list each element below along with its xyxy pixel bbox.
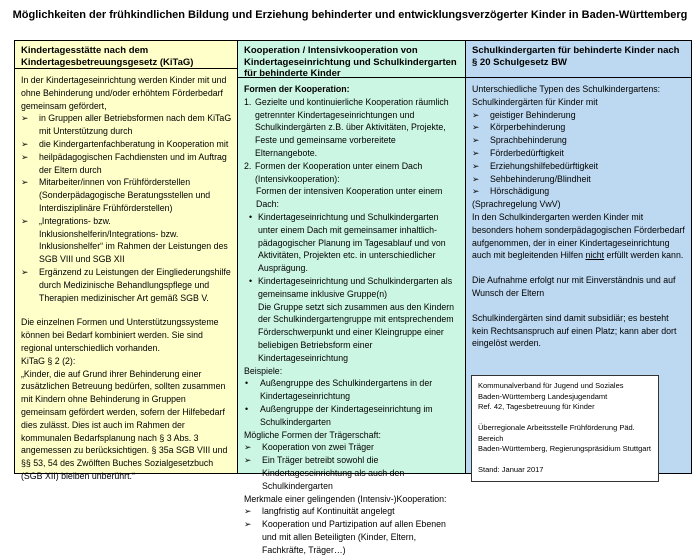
text-block	[472, 121, 686, 134]
arrow-bullet-icon: ➢	[472, 109, 480, 120]
arrow-bullet-icon: ➢	[21, 177, 29, 188]
text-block	[21, 266, 232, 304]
text-block	[244, 275, 460, 301]
text-block: Schulkindergärten sind damit subsidiär; es besteht kein Rechtsanspruch auf einen Platz; kann aber dort eingelöst werden.	[472, 312, 677, 349]
column-kitag-header: Kindertagesstätte nach dem Kindertagesbetreuungsgesetz (KiTaG)	[15, 41, 237, 69]
text: heilpädagogischen Fachdiensten und im Auftrag der Eltern durch	[39, 151, 227, 175]
text-block: Beispiele:	[244, 365, 283, 376]
arrow-bullet-icon: ➢	[472, 186, 480, 197]
text: langfristig auf Kontinuität angelegt	[262, 506, 395, 517]
column-kooperation-header: Kooperation / Intensivkooperation von Kindertageseinrichtung und Schulkindergarten für behinderte Kinder	[238, 41, 465, 78]
column-kooperation-body	[238, 78, 465, 556]
text-block: Die einzelnen Formen und Unterstützungssysteme können bei Bedarf kombiniert werden. Sie sind regional unterschiedlich vorhanden.	[21, 317, 219, 353]
credits-text-line: Kommunalverband für Jugend und Soziales	[478, 381, 624, 390]
arrow-bullet-icon: ➢	[21, 151, 29, 162]
text-block	[244, 96, 460, 160]
text-block	[21, 176, 232, 214]
dot-bullet-icon: •	[245, 403, 249, 414]
text-block	[244, 211, 460, 275]
text: Ein Träger betreibt sowohl die Kindertageseinrichtung als auch den Schulkindergarten	[262, 455, 405, 491]
text-block	[472, 185, 686, 198]
text-block: Schulkindergärten für Kinder mit	[472, 96, 598, 107]
credits-text-line: Ref. 42, Tagesbetreuung für Kinder	[478, 402, 595, 411]
text-block: Unterschiedliche Typen des Schulkindergartens:	[472, 84, 661, 94]
arrow-bullet-icon: ➢	[472, 173, 480, 184]
arrow-bullet-icon: ➢	[472, 160, 480, 171]
page-title: Möglichkeiten der frühkindlichen Bildung und Erziehung behinderter und entwicklungsverzögerter Kinder in Baden-Württemberg	[12, 9, 688, 21]
text-block	[472, 147, 686, 160]
text: Mitarbeiter/innen von Frühförderstellen (Sonderpädagogische Beratungsstellen und Interdisziplinäre Frühförderstellen)	[39, 177, 211, 213]
blank-line	[478, 413, 652, 424]
arrow-bullet-icon: ➢	[21, 215, 29, 226]
column-schulkindergarten-header: Schulkindergarten für behinderte Kinder nach § 20 Schulgesetz BW	[466, 41, 691, 78]
text-block	[21, 112, 232, 138]
credits-text-line: Baden-Württemberg Landesjugendamt	[478, 391, 608, 401]
credits-box	[471, 375, 659, 482]
text: Kooperation und Partizipation auf allen Ebenen und mit allen Beteiligten (Kinder, Eltern, Fachkräfte, Träger…)	[262, 519, 446, 555]
text-block: In den Schulkindergarten werden Kinder mit besonders hohem sonderpädagogischen Förderbedarf aufgenommen, der in einer Kindertageseinrichtung auch mit begleitenden Hilfen nicht erfüllt werden kann.	[472, 211, 685, 261]
text-block	[21, 138, 232, 151]
arrow-bullet-icon: ➢	[244, 506, 252, 517]
text-block: KiTaG § 2 (2):	[21, 355, 76, 366]
credits-text-line: Stand: Januar 2017	[478, 465, 544, 474]
text: Kooperation von zwei Träger	[262, 442, 374, 453]
text-block	[472, 134, 686, 147]
arrow-bullet-icon: ➢	[244, 519, 252, 530]
text-block	[472, 160, 686, 173]
text: Sehbehinderung/Blindheit	[490, 173, 591, 184]
text: Außengruppe des Schulkindergartens in der Kindertageseinrichtung	[260, 378, 433, 402]
text: Erziehungshilfebedürftigkeit	[490, 160, 599, 171]
text: Förderbedürftigkeit	[490, 147, 564, 158]
arrow-bullet-icon: ➢	[244, 455, 252, 466]
text-block	[244, 377, 460, 403]
list-number: 2.	[244, 160, 252, 171]
text-block: In der Kindertageseinrichtung werden Kinder mit und ohne Behinderung und/oder erhöhtem Förderbedarf gemeinsam gefördert,	[21, 75, 227, 111]
text: Kindertageseinrichtung und Schulkindergarten unter einem Dach mit gemeinsamer inhaltlich-pädagogischer Planung im Tagesablauf und von Aktivitäten, Projekten etc. in unterschiedlicher Ausprägung.	[258, 211, 446, 274]
dot-bullet-icon: •	[249, 275, 253, 286]
arrow-bullet-icon: ➢	[472, 135, 480, 146]
blank-line	[21, 304, 232, 316]
text: Ergänzend zu Leistungen der Eingliederungshilfe durch Medizinische Behandlungspflege und Therapien medizinischer Art gemäß SGB V.	[39, 266, 231, 303]
list-number: 1.	[244, 96, 252, 107]
text-block: Die Aufnahme erfolgt nur mit Einverständnis und auf Wunsch der Eltern	[472, 275, 676, 298]
text: in Gruppen aller Betriebsformen nach dem KiTaG mit Unterstützung durch	[39, 113, 232, 137]
blank-line	[472, 262, 686, 274]
text: geistiger Behinderung	[490, 109, 576, 120]
text: Körperbehinderung	[490, 122, 566, 133]
text-block	[244, 505, 460, 518]
text-block: Die Gruppe setzt sich zusammen aus den Kindern der Schulkindergartengruppe mit entsprechendem Förderschwerpunkt und einer Kleingruppe einer beliebigen Betriebsform einer Kindertageseinrichtung	[258, 301, 455, 363]
text: Kindertageseinrichtung und Schulkindergarten als gemeinsame inklusive Gruppe(n)	[258, 275, 453, 299]
column-kitag	[14, 40, 238, 481]
arrow-bullet-icon: ➢	[472, 147, 480, 158]
column-schulkindergarten	[465, 40, 692, 474]
text-block	[472, 109, 686, 122]
text-block	[244, 441, 460, 454]
arrow-bullet-icon: ➢	[21, 266, 29, 277]
text-block: Formen der Kooperation:	[244, 84, 350, 94]
text: Gezielte und kontinuierliche Kooperation räumlich getrennter Kindertageseinrichtungen und Schulkindergärten z.B. über Aktivitäten, Projekte, Feste und gemeinsame vorbereitete Elternangebote.	[255, 96, 449, 158]
text: Formen der Kooperation unter einem Dach (Intensivkooperation):	[255, 160, 423, 184]
credits-text-line: Überregionale Arbeitsstelle Frühförderung Päd. Bereich	[478, 423, 635, 443]
credits-text-line: Baden-Württemberg, Regierungspräsidium Stuttgart	[478, 444, 651, 453]
text-block	[472, 173, 686, 186]
blank-line	[472, 300, 686, 312]
text-block	[244, 160, 460, 186]
blank-line	[478, 455, 652, 466]
arrow-bullet-icon: ➢	[21, 138, 29, 149]
text-block	[21, 151, 232, 177]
arrow-bullet-icon: ➢	[21, 113, 29, 124]
column-kitag-body	[15, 69, 237, 483]
dot-bullet-icon: •	[249, 211, 253, 222]
text-block: Formen der intensiven Kooperation unter einem Dach:	[256, 186, 443, 210]
text-block: „Kinder, die auf Grund ihrer Behinderung einer zusätzlichen Betreuung bedürfen, sollten zusammen mit Kindern ohne Behinderung in Gruppen gemeinsam gefördert werden, sofern der Hilfebedarf dies zulässt. Dies ist auch im Rahmen der kommunalen Bedarfsplanung nach § 3 Abs. 3 angemessen zu berücksichtigen. § 35a SGB VIII und §§ 53, 54 des Zwölften Buches Sozialgesetzbuch (SGB XII) bleiben unberührt.“	[21, 368, 228, 481]
arrow-bullet-icon: ➢	[244, 442, 252, 453]
text-block: Mögliche Formen der Trägerschaft:	[244, 429, 381, 440]
text: die Kindergartenfachberatung in Kooperation mit	[39, 138, 229, 149]
text-block	[21, 215, 232, 266]
column-schulkindergarten-body	[466, 78, 691, 473]
text: Hörschädigung	[490, 186, 550, 197]
text-block	[244, 454, 460, 492]
text: „Integrations- bzw. Inklusionshelferin/Integrations- bzw. Inklusionshelfer“ im Rahmen der Leistungen des SGB VIII und SGB XII	[39, 215, 228, 265]
column-kooperation	[237, 40, 466, 555]
text-block	[244, 518, 460, 556]
arrow-bullet-icon: ➢	[472, 122, 480, 133]
comparison-table	[14, 40, 692, 555]
text: Sprachbehinderung	[490, 135, 567, 146]
text-block: (Sprachregelung VwV)	[472, 199, 561, 210]
text-block	[244, 403, 460, 429]
text: Außengruppe der Kindertageseinrichtung im Schulkindergarten	[260, 403, 433, 427]
text-block: Merkmale einer gelingenden (Intensiv-)Kooperation:	[244, 493, 447, 504]
dot-bullet-icon: •	[245, 378, 249, 389]
